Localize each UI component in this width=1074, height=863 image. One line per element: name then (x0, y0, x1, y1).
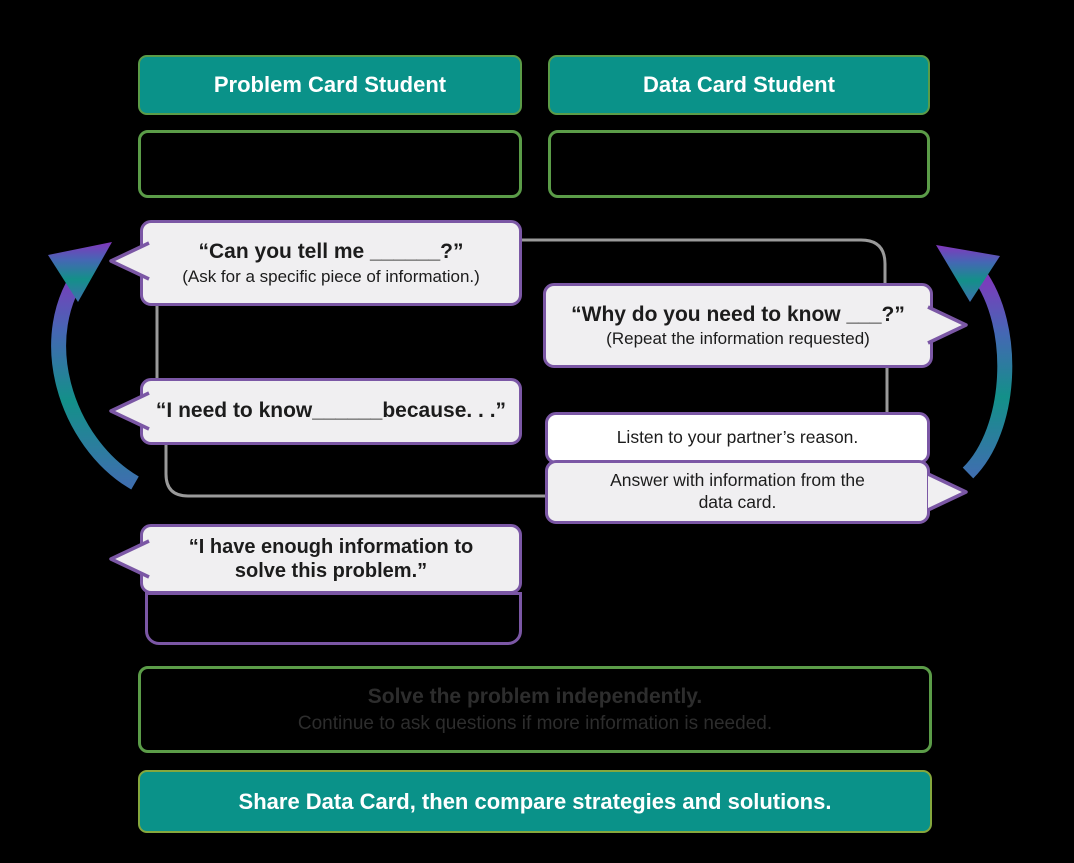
can-you-tell-me-line2: (Ask for a specific piece of information.) (182, 266, 480, 286)
cycle-arrow-right-icon (920, 205, 1050, 505)
share-data-card-box (138, 770, 932, 833)
why-need-to-know-line1: “Why do you need to know ___?” (571, 302, 905, 326)
enough-info-bubble-tail (103, 537, 151, 581)
data-card-student-header (548, 55, 930, 115)
connector-can-to-why (522, 240, 885, 285)
data-card-empty-box (548, 130, 930, 198)
solve-independently-box (138, 666, 932, 753)
problem-card-empty-box (138, 130, 522, 198)
data-card-student-label: Data Card Student (643, 72, 835, 97)
enough-info-empty-box (145, 592, 522, 645)
need-to-know-because-bubble (140, 378, 522, 445)
can-you-tell-me-line1: “Can you tell me ______?” (198, 240, 464, 264)
problem-card-student-header (138, 55, 522, 115)
enough-info-line1: “I have enough information to solve this problem.” (188, 536, 474, 582)
answer-bubble-tail (926, 470, 970, 514)
listen-box (545, 412, 930, 464)
need-to-know-because-bubble-tail (103, 389, 151, 433)
solve-independently-line1: Solve the problem independently. (367, 684, 703, 708)
connector-need-to-answer (166, 444, 546, 496)
why-need-to-know-bubble-tail (926, 303, 970, 347)
share-data-card-label: Share Data Card, then compare strategies and solutions. (238, 788, 832, 814)
can-you-tell-me-bubble (140, 220, 522, 306)
why-need-to-know-line2: (Repeat the information requested) (606, 329, 870, 348)
answer-bubble (545, 460, 930, 524)
enough-info-bubble (140, 524, 522, 594)
listen-line1: Listen to your partner’s reason. (616, 427, 859, 448)
problem-card-student-label: Problem Card Student (213, 72, 447, 97)
can-you-tell-me-bubble-tail (103, 239, 151, 283)
answer-line1: Answer with information from the data card. (610, 470, 865, 512)
solve-independently-line2: Continue to ask questions if more information is needed. (297, 712, 773, 734)
need-to-know-because-line1: “I need to know______because. . .” (155, 399, 507, 423)
why-need-to-know-bubble (543, 283, 933, 368)
